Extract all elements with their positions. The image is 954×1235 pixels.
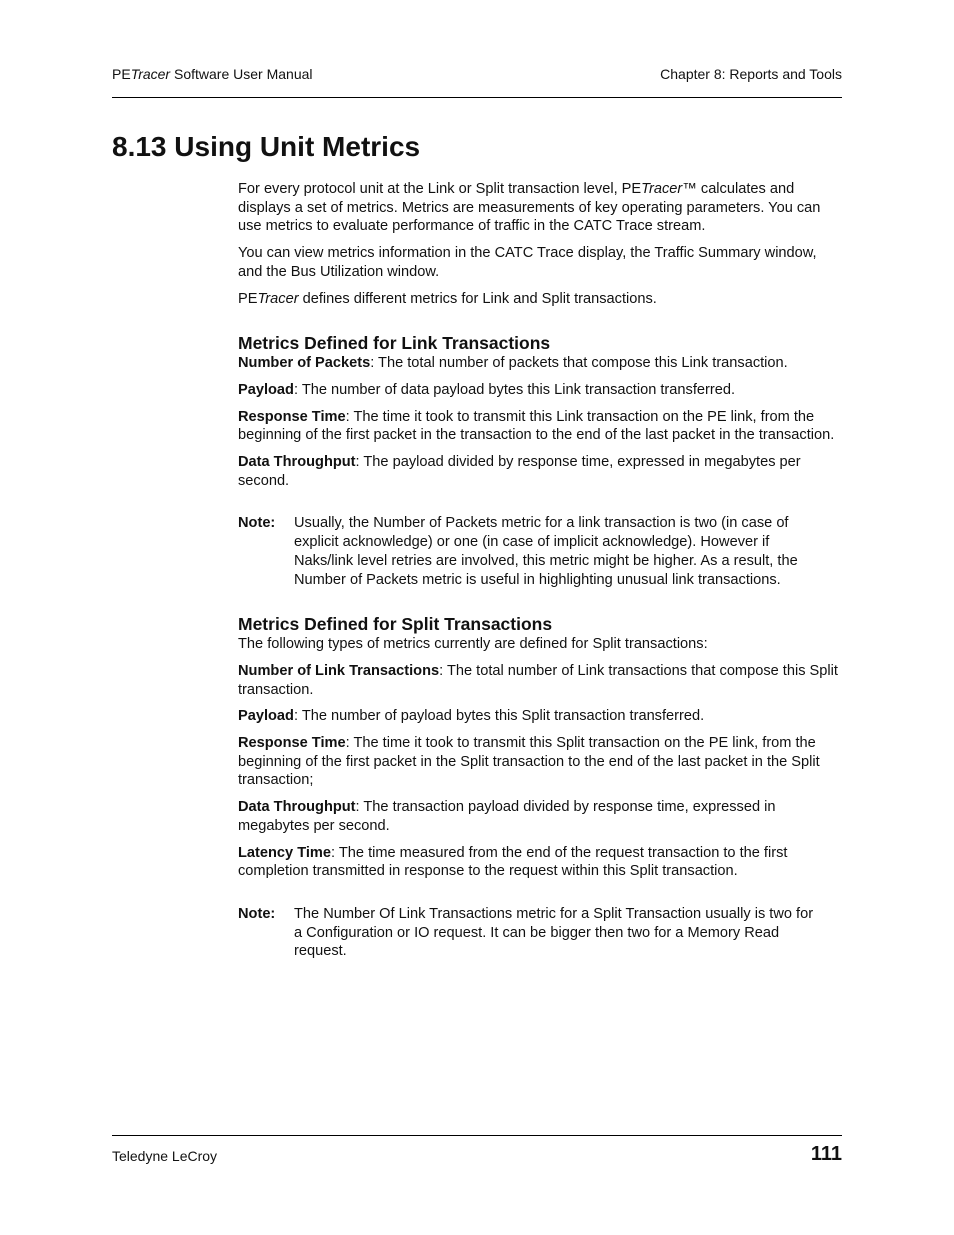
link-metrics-heading: Metrics Defined for Link Transactions <box>238 333 551 354</box>
intro-paragraph-1: For every protocol unit at the Link or Split transaction level, PETracer™ calculates and displays a set of metrics. Metrics are measurements of key operating parameters. You can use metrics to evaluate performance of traffic in the CATC Trace stream. <box>238 181 821 235</box>
footer-rule <box>112 1135 842 1136</box>
header-manual-title <box>112 66 313 82</box>
link-note <box>238 514 842 589</box>
link-metric-item: Payload: The number of data payload bytes this Link transaction transferred. <box>238 381 736 398</box>
split-metric-item: Data Throughput: The transaction payload divided by response time, expressed in megabytes per second. <box>238 799 776 834</box>
split-metrics-intro: The following types of metrics currently are defined for Split transactions: <box>238 636 708 653</box>
link-metric-item: Data Throughput: The payload divided by response time, expressed in megabytes per second. <box>238 454 801 489</box>
header-pe: PE <box>112 66 131 82</box>
link-metric-item: Number of Packets: The total number of packets that compose this Link transaction. <box>238 355 788 372</box>
note-label: Note: <box>238 905 276 922</box>
header-chapter: Chapter 8: Reports and Tools <box>660 66 842 82</box>
split-metrics-heading: Metrics Defined for Split Transactions <box>238 614 553 635</box>
intro-paragraph-3: PETracer defines different metrics for Link and Split transactions. <box>238 290 657 307</box>
note-label: Note: <box>238 515 276 532</box>
split-metric-item: Number of Link Transactions: The total number of Link transactions that compose this Split transaction. <box>238 662 838 698</box>
page-number: 111 <box>810 1143 842 1165</box>
intro-paragraph-2: You can view metrics information in the CATC Trace display, the Traffic Summary window, and the Bus Utilization window. <box>238 245 817 280</box>
split-metric-item: Payload: The number of payload bytes this Split transaction transferred. <box>238 708 705 725</box>
header-tracer: Tracer <box>130 66 171 82</box>
main-content <box>238 180 842 969</box>
header-rule <box>112 97 842 98</box>
link-metric-item: Response Time: The time it took to transmit this Link transaction on the PE link, from the beginning of the first packet in the transaction to the end of the last packet in the transaction. <box>238 408 835 444</box>
split-metric-item: Latency Time: The time measured from the end of the request transaction to the first completion transmitted in response to the request within this Split transaction. <box>238 844 788 880</box>
page-title: 8.13 Using Unit Metrics <box>112 131 421 162</box>
header-rest: Software User Manual <box>170 66 313 82</box>
note-text: The Number Of Link Transactions metric for a Split Transaction usually is two for a Configuration or IO request. It can be bigger then two for a Memory Read request. <box>294 905 814 960</box>
footer-company: Teledyne LeCroy <box>112 1148 218 1164</box>
note-text: Usually, the Number of Packets metric for a link transaction is two (in case of explicit acknowledge) or one (in case of implicit acknowledge). However if Naks/link level retries are involved, this metric might be higher. As a result, the Number of Packets metric is useful in highlighting unusual link transactions. <box>294 515 798 588</box>
split-metric-item: Response Time: The time it took to transmit this Split transaction on the PE link, from the beginning of the first packet in the Split transaction to the end of the last packet in the Split transaction; <box>238 735 820 789</box>
split-note <box>238 905 842 961</box>
